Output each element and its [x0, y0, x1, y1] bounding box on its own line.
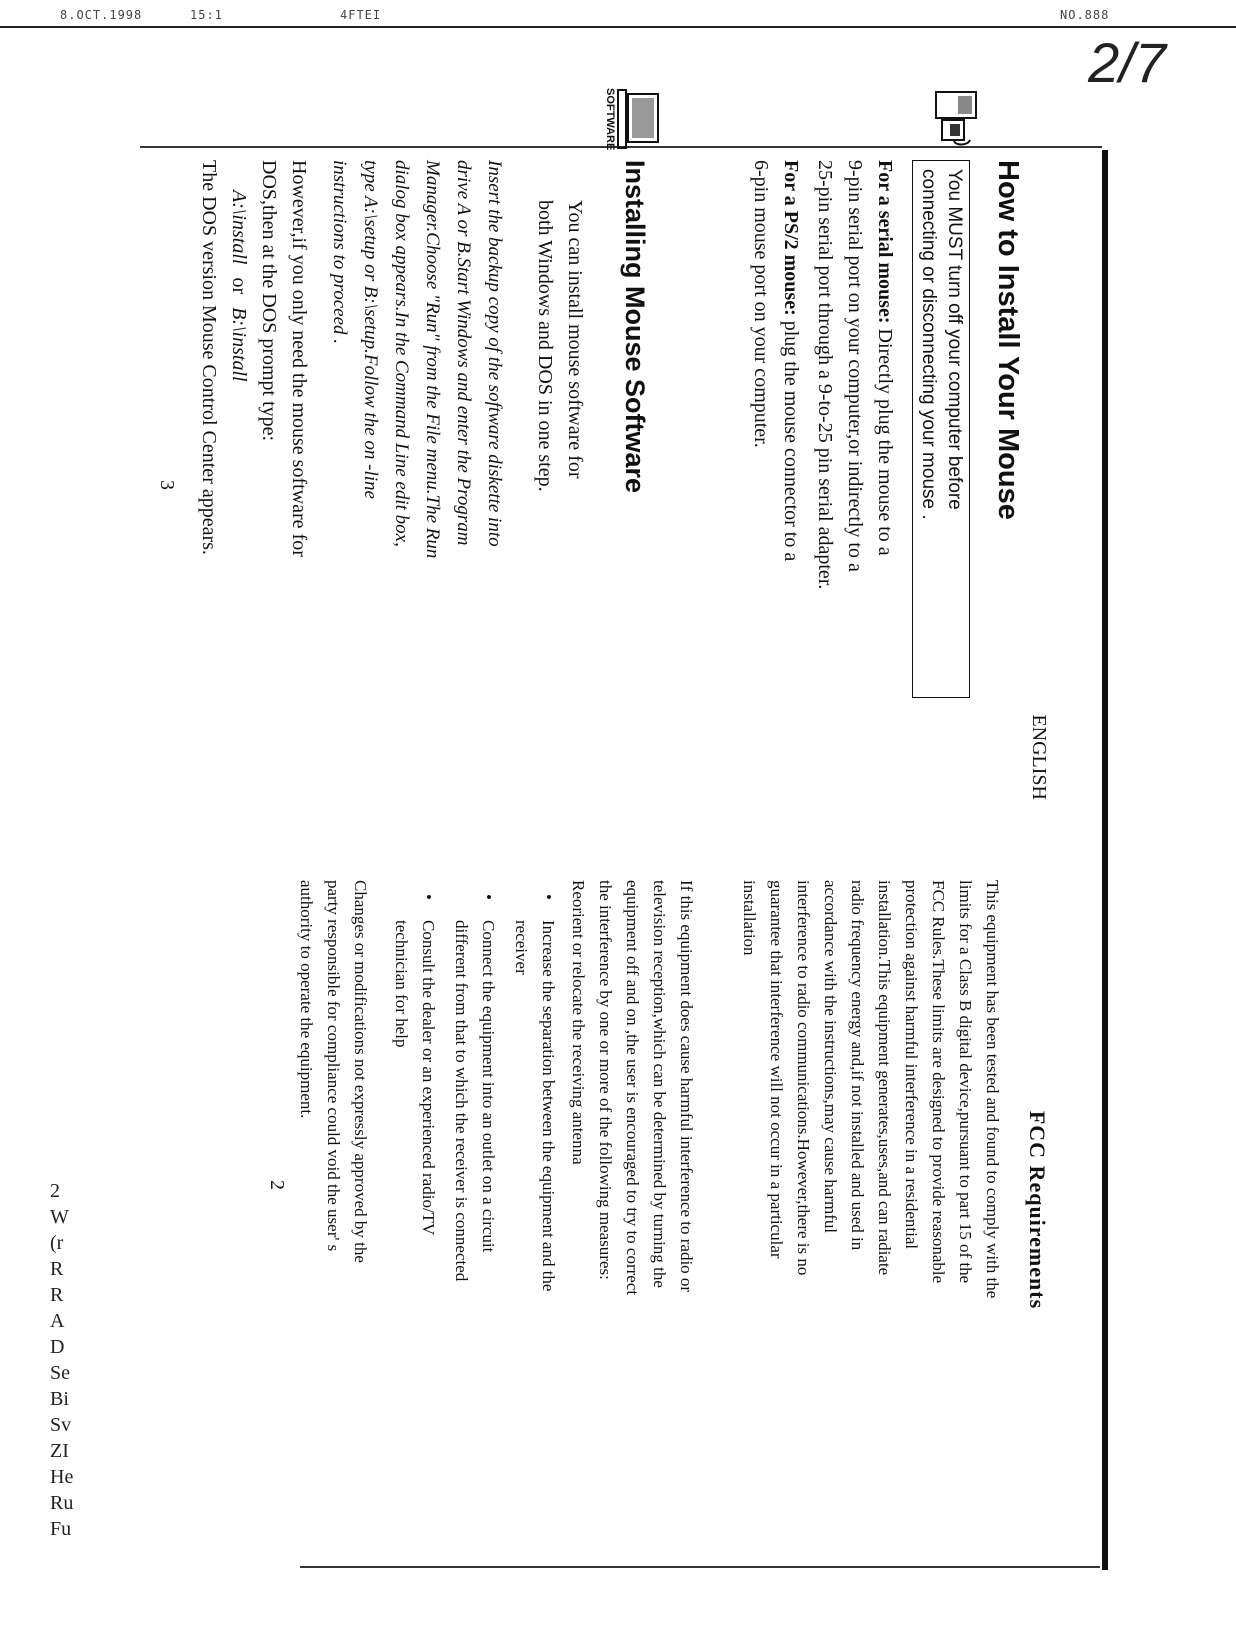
stub-text: Bi: [50, 1388, 69, 1410]
stub-text: Sv: [50, 1414, 72, 1436]
text-line: technician for help: [392, 920, 411, 1048]
computer-icon: [930, 90, 978, 148]
install-instructions: [324, 160, 510, 558]
fax-time: 15:1: [190, 8, 223, 22]
text-line: Consult the dealer or an experienced radio/TV: [419, 920, 438, 1236]
text-line: different from that to which the receiver is connected: [452, 920, 471, 1282]
stub-text: A: [50, 1310, 65, 1332]
bullet-dot: •: [419, 894, 438, 900]
text-line: limits for a Class B digital device,pursuant to part 15 of the: [956, 880, 975, 1284]
fax-date: 8.OCT.1998: [60, 8, 143, 22]
text-line: Insert the backup copy of the software diskette into: [484, 160, 505, 547]
serial-paragraph: [810, 160, 900, 589]
text-line: dialog box appears.In the Command Line edit box,: [391, 160, 412, 547]
fax-sender: 4FTEI: [340, 8, 382, 22]
serial-label: For a serial mouse:: [874, 160, 896, 324]
section-title: Installing Mouse Software: [620, 160, 650, 494]
text-line: Connect the equipment into an outlet on a circuit: [479, 920, 498, 1253]
page-number: 2: [266, 1180, 288, 1190]
fax-header: [0, 0, 1236, 28]
text-line: drive A or B.Start Windows and enter the Program: [453, 160, 474, 546]
page-mark: 2/7: [1088, 31, 1166, 94]
text-line: Reorient or relocate the receiving antenna: [569, 880, 588, 1165]
fcc-paragraph-1: [736, 880, 1006, 1530]
stub-text: (r: [50, 1232, 64, 1254]
text-line: installation.This equipment generates,uses,and can radiate: [875, 880, 894, 1276]
warning-line: You MUST turn off your computer before: [944, 169, 965, 510]
text-line: This equipment has been tested and found to comply with the: [983, 880, 1002, 1299]
text-line: equipment off and on ,the user is encouraged to try to correct: [623, 880, 642, 1296]
text-line: instructions to proceed .: [329, 160, 350, 344]
text-line: The DOS version Mouse Control Center appears.: [198, 160, 220, 555]
software-intro: [530, 200, 590, 492]
text-line: the interference by one or more of the following measures:: [596, 880, 615, 1280]
page-title: How to Install Your Mouse: [992, 160, 1024, 520]
stub-text: R: [50, 1284, 64, 1306]
stub-text: R: [50, 1258, 64, 1280]
text-line: Changes or modifications not expressly approved by the: [351, 880, 370, 1263]
software-icon-label: SOFTWARE: [604, 88, 616, 151]
text-line: guarantee that interference will not occur in a particular: [767, 880, 786, 1259]
bullet-dot: •: [479, 894, 498, 900]
command-or: or: [228, 277, 250, 295]
text-line: If this equipment does cause harmful interference to radio or: [677, 880, 696, 1293]
ps2-text: plug the mouse connector to a: [780, 315, 802, 562]
fcc-paragraph-3: [293, 880, 374, 1530]
bullet-item: [508, 894, 562, 1292]
fcc-title: FCC Requirements: [1025, 1110, 1050, 1310]
stub-text: He: [50, 1466, 74, 1488]
text-line: receiver: [512, 920, 531, 975]
warning-line: connecting or disconnecting your mouse .: [918, 169, 939, 520]
text-line: both Windows and DOS in one step.: [534, 200, 556, 492]
language-label: ENGLISH: [1028, 714, 1050, 800]
stub-text: Fu: [50, 1518, 72, 1540]
page-number: 3: [156, 480, 178, 490]
left-stub: [50, 1180, 90, 1640]
stub-text: 2: [50, 1180, 60, 1202]
text-line: installation: [740, 880, 759, 956]
dos-commands: [224, 160, 254, 557]
text-line: Increase the separation between the equipment and the: [539, 920, 558, 1292]
text-line: Manager.Choose "Run" from the File menu.The Run: [422, 160, 443, 559]
text-line: party responsible for compliance could void the user' s: [324, 880, 343, 1252]
serial-text: 25-pin serial port through a 9-to-25 pin serial adapter.: [814, 160, 836, 590]
command-a: A:\install: [228, 190, 250, 265]
text-line: FCC Rules.These limits are designed to provide reasonable: [929, 880, 948, 1284]
stub-text: D: [50, 1336, 65, 1358]
bullet-dot: •: [539, 894, 558, 900]
dos-paragraph: [194, 160, 314, 557]
stub-text: Ru: [50, 1492, 74, 1514]
bullet-item: [388, 894, 442, 1236]
text-line: authority to operate the equipment.: [297, 880, 316, 1119]
text-line: interference to radio communications.However,there is no: [794, 880, 813, 1276]
rotated-spread: [150, 88, 1050, 1580]
command-b: B:\install: [228, 307, 250, 382]
text-line: radio frequency energy and,if not installed and used in: [848, 880, 867, 1251]
text-line: You can install mouse software for: [564, 200, 586, 479]
stub-text: ZI: [50, 1440, 69, 1462]
text-line: However,if you only need the mouse software for: [288, 160, 310, 557]
serial-text: Directly plug the mouse to a: [874, 323, 896, 556]
text-line: type A:\setup or B:\setup.Follow the on -line: [360, 160, 381, 499]
stub-text: Se: [50, 1362, 70, 1384]
software-icon: [598, 88, 660, 150]
text-line: protection against harmful interference in a residential: [902, 880, 921, 1250]
text-line: DOS,then at the DOS prompt type:: [258, 160, 280, 442]
fax-number: NO.888: [1060, 8, 1110, 22]
ps2-text: 6-pin mouse port on your computer.: [750, 160, 772, 448]
fcc-paragraph-2: [565, 880, 700, 1530]
serial-text: 9-pin serial port on your computer,or indirectly to a: [844, 160, 866, 572]
warning-box: [912, 160, 970, 698]
text-line: television reception,which can be determined by turning the: [650, 880, 669, 1288]
stub-text: W: [50, 1206, 69, 1228]
scan-border: [1102, 150, 1108, 1570]
bullet-item: [448, 894, 502, 1282]
ps2-label: For a PS/2 mouse:: [780, 160, 802, 316]
text-line: accordance with the instructions,may cause harmful: [821, 880, 840, 1234]
ps2-paragraph: [746, 160, 806, 561]
